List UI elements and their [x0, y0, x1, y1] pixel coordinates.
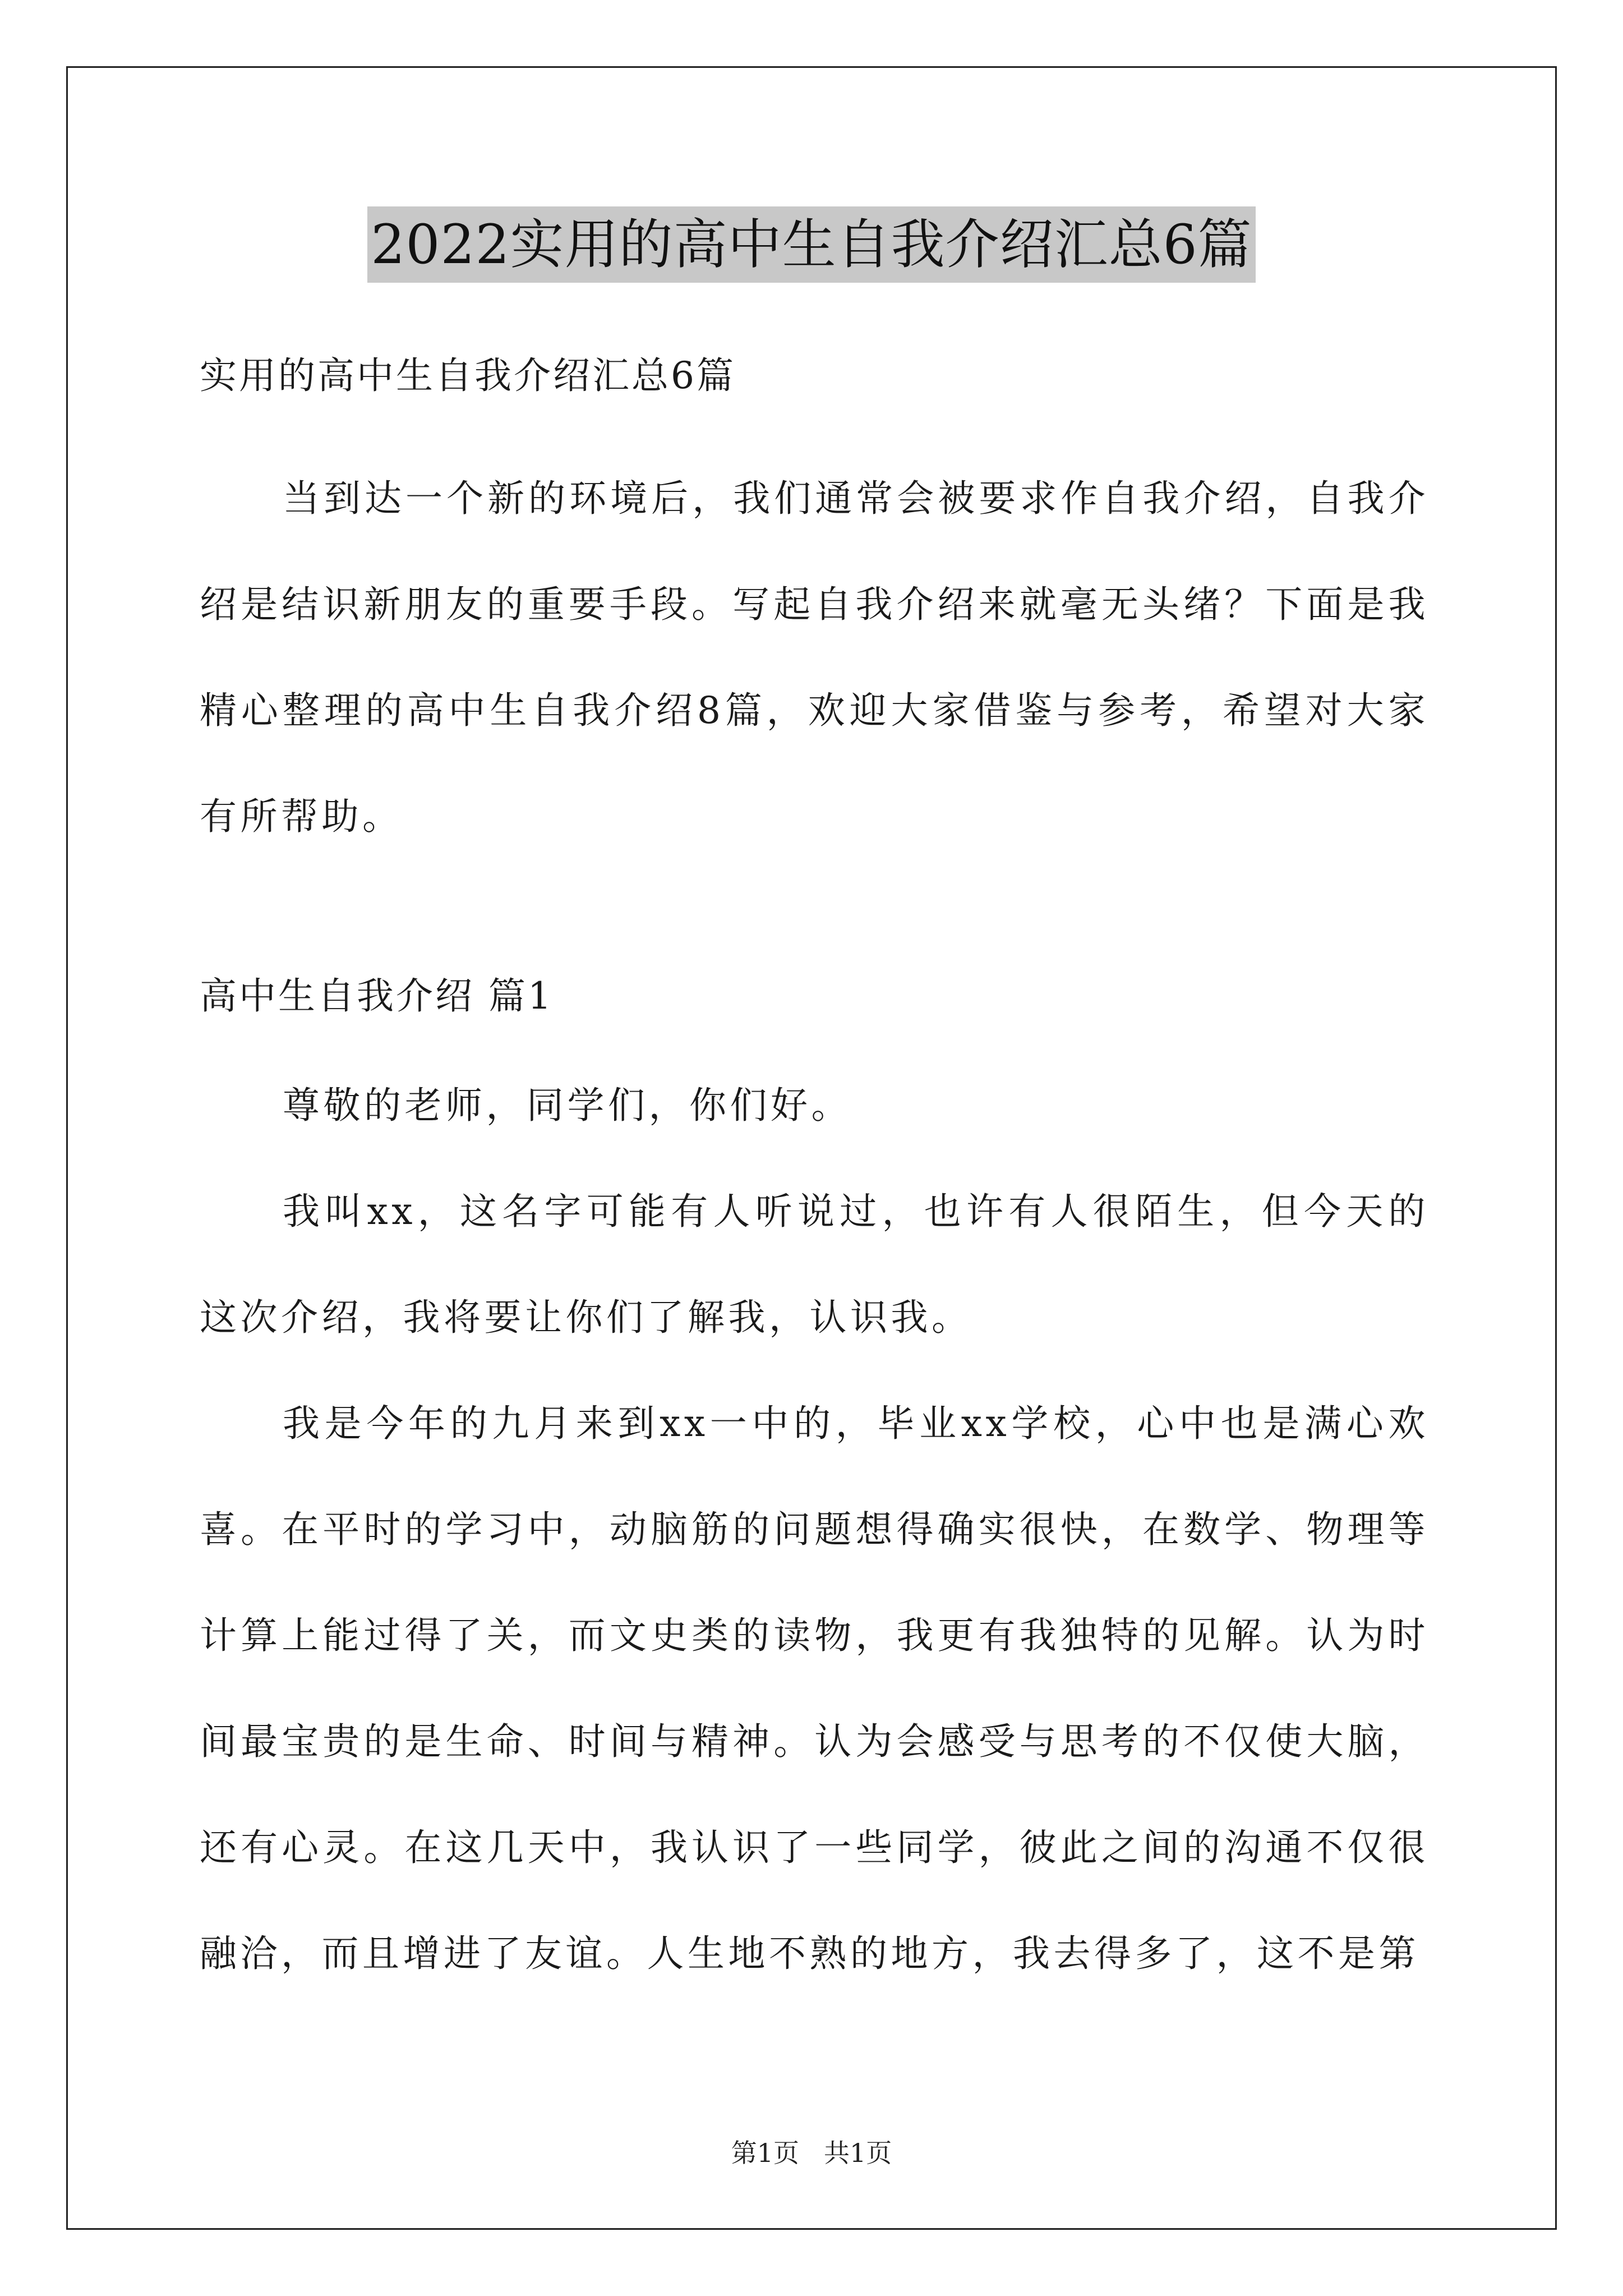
- document-body: [200, 342, 1429, 2007]
- page-footer: [0, 2136, 1623, 2170]
- document-subtitle: 实用的高中生自我介绍汇总6篇: [200, 354, 736, 397]
- title-container: [0, 206, 1623, 283]
- body-paragraph-name: 我叫xx，这名字可能有人听说过，也许有人很陌生，但今天的这次介绍，我将要让你们了解我，认识我。: [200, 1190, 1429, 1339]
- section-heading: 高中生自我介绍 篇1: [200, 974, 554, 1018]
- intro-paragraph: 当到达一个新的环境后，我们通常会被要求作自我介绍，自我介绍是结识新朋友的重要手段。写起自我介绍来就毫无头绪？下面是我精心整理的高中生自我介绍8篇，欢迎大家借鉴与参考，希望对大家有所帮助。: [200, 477, 1429, 838]
- page-total: 共1页: [824, 2138, 892, 2168]
- page-number: 第1页: [731, 2138, 799, 2168]
- section-spacer: [200, 869, 1429, 963]
- document-title: 2022实用的高中生自我介绍汇总6篇: [367, 206, 1255, 283]
- body-paragraph-greeting: 尊敬的老师，同学们，你们好。: [283, 1084, 852, 1127]
- body-paragraph-school: 我是今年的九月来到xx一中的，毕业xx学校，心中也是满心欢喜。在平时的学习中，动脑筋的问题想得确实很快，在数学、物理等计算上能过得了关，而文史类的读物，我更有我独特的见解。认为时间最宝贵的是生命、时间与精神。认为会感受与思考的不仅使大脑，还有心灵。在这几天中，我认识了一些同学，彼此之间的沟通不仅很融洽，而且增进了友谊。人生地不熟的地方，我去得多了，这不是第: [200, 1402, 1429, 1975]
